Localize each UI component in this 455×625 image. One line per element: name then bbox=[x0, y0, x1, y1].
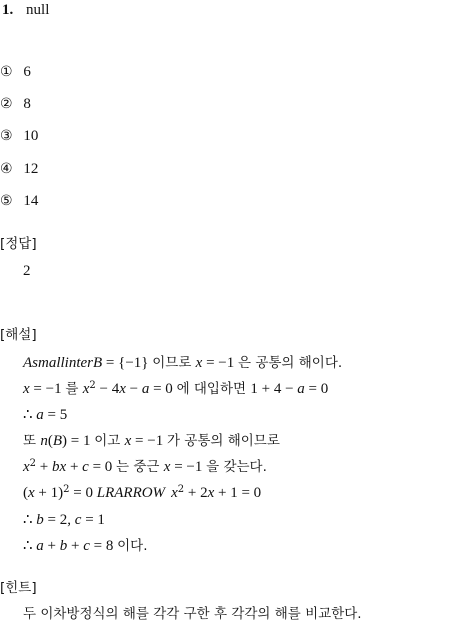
option-2[interactable] bbox=[0, 94, 31, 113]
answer-label: [정답] bbox=[0, 236, 37, 252]
math-var: a bbox=[141, 381, 150, 397]
math-text: + 1 = 0 bbox=[214, 485, 262, 501]
math-text: ) = 1 bbox=[62, 433, 95, 449]
math-text: − bbox=[125, 381, 142, 397]
korean-text: 이고 bbox=[94, 433, 125, 449]
math-var: c bbox=[82, 459, 89, 475]
korean-text: 에 대입하면 bbox=[176, 381, 251, 397]
exponent: 2 bbox=[89, 380, 96, 391]
math-text: = −1 bbox=[202, 355, 239, 371]
question-number: 1. bbox=[2, 2, 14, 18]
solution-line-7 bbox=[23, 510, 105, 529]
math-var: a bbox=[36, 407, 44, 423]
math-text: = 5 bbox=[43, 407, 68, 423]
option-value: 10 bbox=[23, 128, 39, 144]
solution-line-2 bbox=[23, 379, 328, 398]
question-text: null bbox=[26, 2, 50, 18]
question bbox=[2, 0, 49, 19]
math-text: = {−1} bbox=[102, 355, 153, 371]
math-var: n bbox=[40, 433, 48, 449]
math-text: = −1 bbox=[170, 459, 207, 475]
korean-text: 이다. bbox=[117, 538, 148, 554]
option-value: 8 bbox=[23, 96, 31, 112]
math-text: + bbox=[66, 459, 83, 475]
math-var: x bbox=[23, 381, 30, 397]
exponent: 2 bbox=[29, 458, 37, 469]
math-var: c bbox=[74, 512, 82, 528]
math-text: + bbox=[67, 538, 84, 554]
math-text: = 8 bbox=[89, 538, 118, 554]
math-var: x bbox=[207, 485, 215, 501]
math-expression: AsmallinterB bbox=[23, 355, 103, 371]
korean-text: 이므로 bbox=[152, 355, 196, 371]
exponent: 2 bbox=[63, 484, 70, 495]
option-1[interactable] bbox=[0, 62, 31, 81]
solution-line-6 bbox=[23, 483, 261, 502]
math-text: + 1) bbox=[34, 485, 64, 501]
therefore-symbol: ∴ bbox=[23, 407, 37, 423]
option-marker: ① bbox=[0, 64, 13, 80]
math-var: B bbox=[52, 433, 63, 449]
math-text: = 0 bbox=[88, 459, 117, 475]
solution-line-1 bbox=[23, 353, 342, 372]
solution-line-4 bbox=[23, 431, 280, 450]
therefore-symbol: ∴ bbox=[23, 512, 37, 528]
math-text: = −1 bbox=[29, 381, 66, 397]
solution-line-5 bbox=[23, 457, 267, 476]
math-text: = 2, bbox=[43, 512, 75, 528]
math-var: c bbox=[83, 538, 90, 554]
math-var: x bbox=[124, 433, 132, 449]
option-value: 14 bbox=[23, 193, 39, 209]
answer-value: 2 bbox=[23, 263, 31, 279]
math-var: a bbox=[297, 381, 305, 397]
math-var: x bbox=[171, 485, 178, 501]
math-text: = 0 bbox=[149, 381, 177, 397]
option-5[interactable] bbox=[0, 191, 38, 210]
math-text: ( bbox=[23, 485, 28, 501]
math-var: x bbox=[119, 381, 126, 397]
solution-line-8 bbox=[23, 536, 148, 555]
math-var: x bbox=[82, 381, 90, 397]
math-text: = 1 bbox=[81, 512, 105, 528]
option-marker: ⑤ bbox=[0, 193, 13, 209]
korean-text: 를 bbox=[65, 381, 83, 397]
korean-text: 는 중근 bbox=[116, 459, 164, 475]
math-var: b bbox=[36, 512, 44, 528]
korean-text: 을 갖는다. bbox=[206, 459, 267, 475]
math-var: x bbox=[23, 459, 30, 475]
option-4[interactable] bbox=[0, 159, 38, 178]
math-text: = 0 bbox=[69, 485, 97, 501]
option-value: 12 bbox=[23, 161, 39, 177]
math-var: x bbox=[195, 355, 203, 371]
math-text: = 0 bbox=[304, 381, 329, 397]
option-3[interactable] bbox=[0, 126, 38, 145]
math-text: = −1 bbox=[131, 433, 167, 449]
math-text: − 4 bbox=[95, 381, 120, 397]
math-var: b bbox=[59, 538, 68, 554]
korean-text: 또 bbox=[23, 433, 41, 449]
korean-text: 가 공통의 해이므로 bbox=[166, 433, 280, 449]
math-text: + bbox=[43, 538, 60, 554]
math-var: x bbox=[163, 459, 171, 475]
solution-label: [해설] bbox=[0, 327, 37, 343]
math-text: ( bbox=[47, 433, 53, 449]
math-var: x bbox=[28, 485, 35, 501]
option-marker: ④ bbox=[0, 161, 13, 177]
exponent: 2 bbox=[177, 484, 185, 495]
math-text: + bbox=[36, 459, 53, 475]
therefore-symbol: ∴ bbox=[23, 538, 37, 554]
option-marker: ② bbox=[0, 96, 13, 112]
math-text: 1 + 4 − bbox=[250, 381, 298, 397]
math-var: bx bbox=[52, 459, 67, 475]
math-arrow-text: LRARROW bbox=[96, 485, 166, 501]
hint-label: [힌트] bbox=[0, 580, 37, 596]
hint-text: 두 이차방정식의 해를 각각 구한 후 각각의 해를 비교한다. bbox=[23, 606, 362, 622]
math-var: a bbox=[36, 538, 44, 554]
option-value: 6 bbox=[23, 64, 31, 80]
korean-text: 은 공통의 해이다. bbox=[238, 355, 343, 371]
solution-line-3 bbox=[23, 405, 67, 424]
math-text: + 2 bbox=[184, 485, 208, 501]
option-marker: ③ bbox=[0, 128, 13, 144]
